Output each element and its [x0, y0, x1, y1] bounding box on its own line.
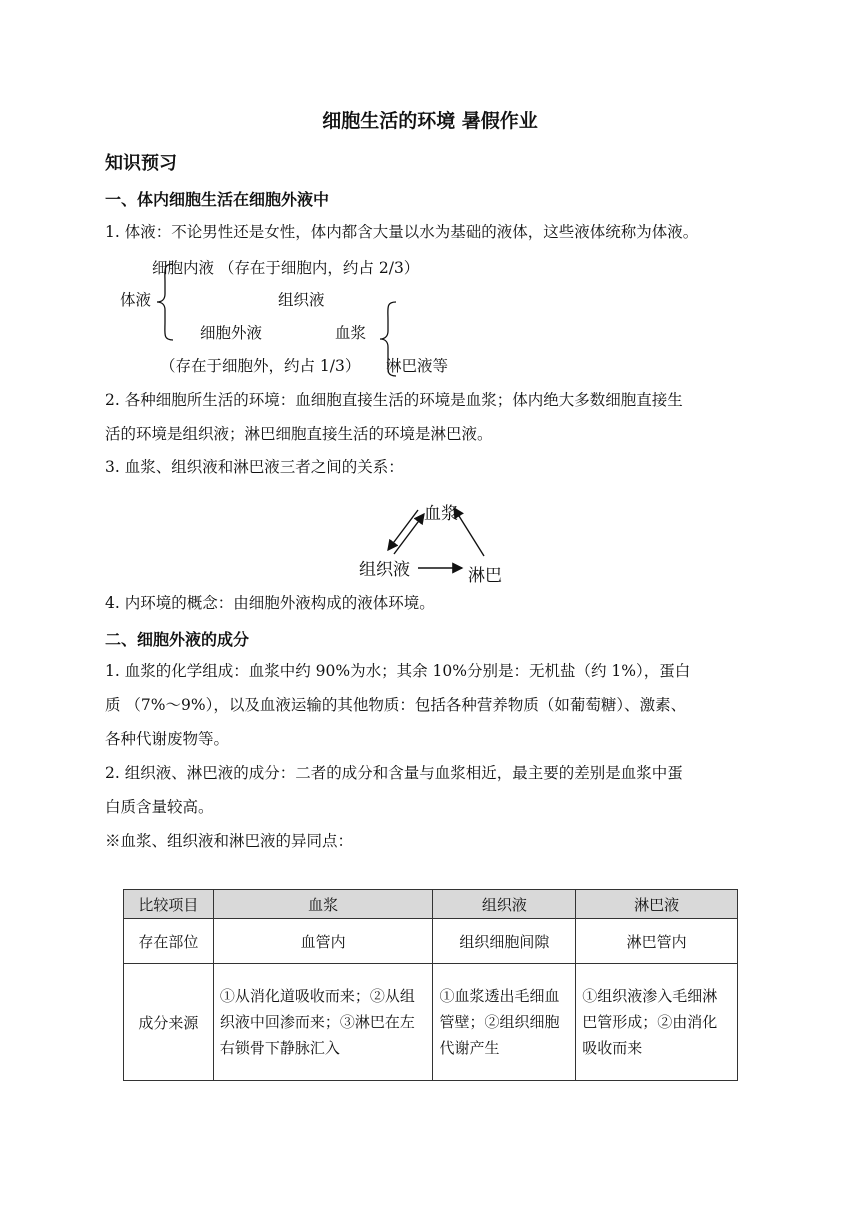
table-cell: 组织细胞间隙 — [433, 919, 576, 964]
left-brace-icon — [155, 262, 177, 342]
tree-lymph: 淋巴液等 — [386, 357, 449, 375]
part2-item2-line1: 2. 组织液、淋巴液的成分：二者的成分和含量与血浆相近，最主要的差别是血浆中蛋 — [105, 764, 683, 782]
table-cell: ①血浆透出毛细血管壁；②组织细胞代谢产生 — [433, 964, 576, 1081]
diagram-lymph-label: 淋巴 — [468, 566, 502, 586]
table-cell: 血管内 — [213, 919, 433, 964]
diagram-tissue-label: 组织液 — [359, 560, 410, 580]
tree-extracellular-note: （存在于细胞外，约占 1/3） — [160, 357, 361, 375]
document-title: 细胞生活的环境 暑假作业 — [322, 110, 538, 132]
diagram-plasma-label: 血浆 — [424, 504, 458, 524]
part2-heading: 二、细胞外液的成分 — [105, 630, 250, 649]
table-cell: ①从消化道吸收而来；②从组织液中回渗而来；③淋巴在左右锁骨下静脉汇入 — [213, 964, 433, 1081]
table-cell: 存在部位 — [124, 919, 214, 964]
table-cell: ①组织液渗入毛细淋巴管形成；②由消化吸收而来 — [576, 964, 738, 1081]
table-cell: 淋巴管内 — [576, 919, 738, 964]
part1-heading: 一、体内细胞生活在细胞外液中 — [105, 190, 330, 209]
part1-item4: 4. 内环境的概念：由细胞外液构成的液体环境。 — [105, 594, 435, 612]
table-cell: 成分来源 — [124, 964, 214, 1081]
table-header-cell: 血浆 — [213, 890, 433, 919]
part2-note: ※血浆、组织液和淋巴液的异同点： — [105, 832, 354, 850]
part2-item1-line1: 1. 血浆的化学组成：血浆中约 90%为水；其余 10%分别是：无机盐（约 1%），蛋白 — [105, 662, 691, 680]
table-header-row — [124, 890, 738, 919]
table-header-cell: 淋巴液 — [576, 890, 738, 919]
relationship-arrows — [370, 498, 510, 588]
part2-item1-line3: 各种代谢废物等。 — [105, 730, 230, 748]
table-header-cell: 比较项目 — [124, 890, 214, 919]
section-heading: 知识预习 — [105, 153, 177, 174]
right-brace-icon — [378, 300, 400, 378]
part2-item1-line2: 质 （7%～9%），以及血液运输的其他物质：包括各种营养物质（如葡萄糖）、激素、 — [105, 696, 687, 714]
table-row — [124, 964, 738, 1081]
part1-item2-line1: 2. 各种细胞所生活的环境：血细胞直接生活的环境是血浆；体内绝大多数细胞直接生 — [105, 391, 683, 409]
tree-intracellular: 细胞内液 （存在于细胞内，约占 2/3） — [152, 259, 420, 277]
comparison-table — [123, 889, 738, 1081]
tree-plasma: 血浆 — [335, 324, 367, 342]
tree-body-fluid: 体液 — [120, 291, 152, 309]
part1-item2-line2: 活的环境是组织液；淋巴细胞直接生活的环境是淋巴液。 — [105, 425, 493, 443]
table-header-cell: 组织液 — [433, 890, 576, 919]
table-row — [124, 919, 738, 964]
part2-item2-line2: 白质含量较高。 — [105, 798, 214, 816]
part1-item1: 1. 体液：不论男性还是女性，体内都含大量以水为基础的液体，这些液体统称为体液。 — [105, 223, 699, 241]
tree-tissue-fluid: 组织液 — [278, 291, 325, 309]
tree-extracellular: 细胞外液 — [200, 324, 263, 342]
part1-item3: 3. 血浆、组织液和淋巴液三者之间的关系： — [105, 458, 404, 476]
